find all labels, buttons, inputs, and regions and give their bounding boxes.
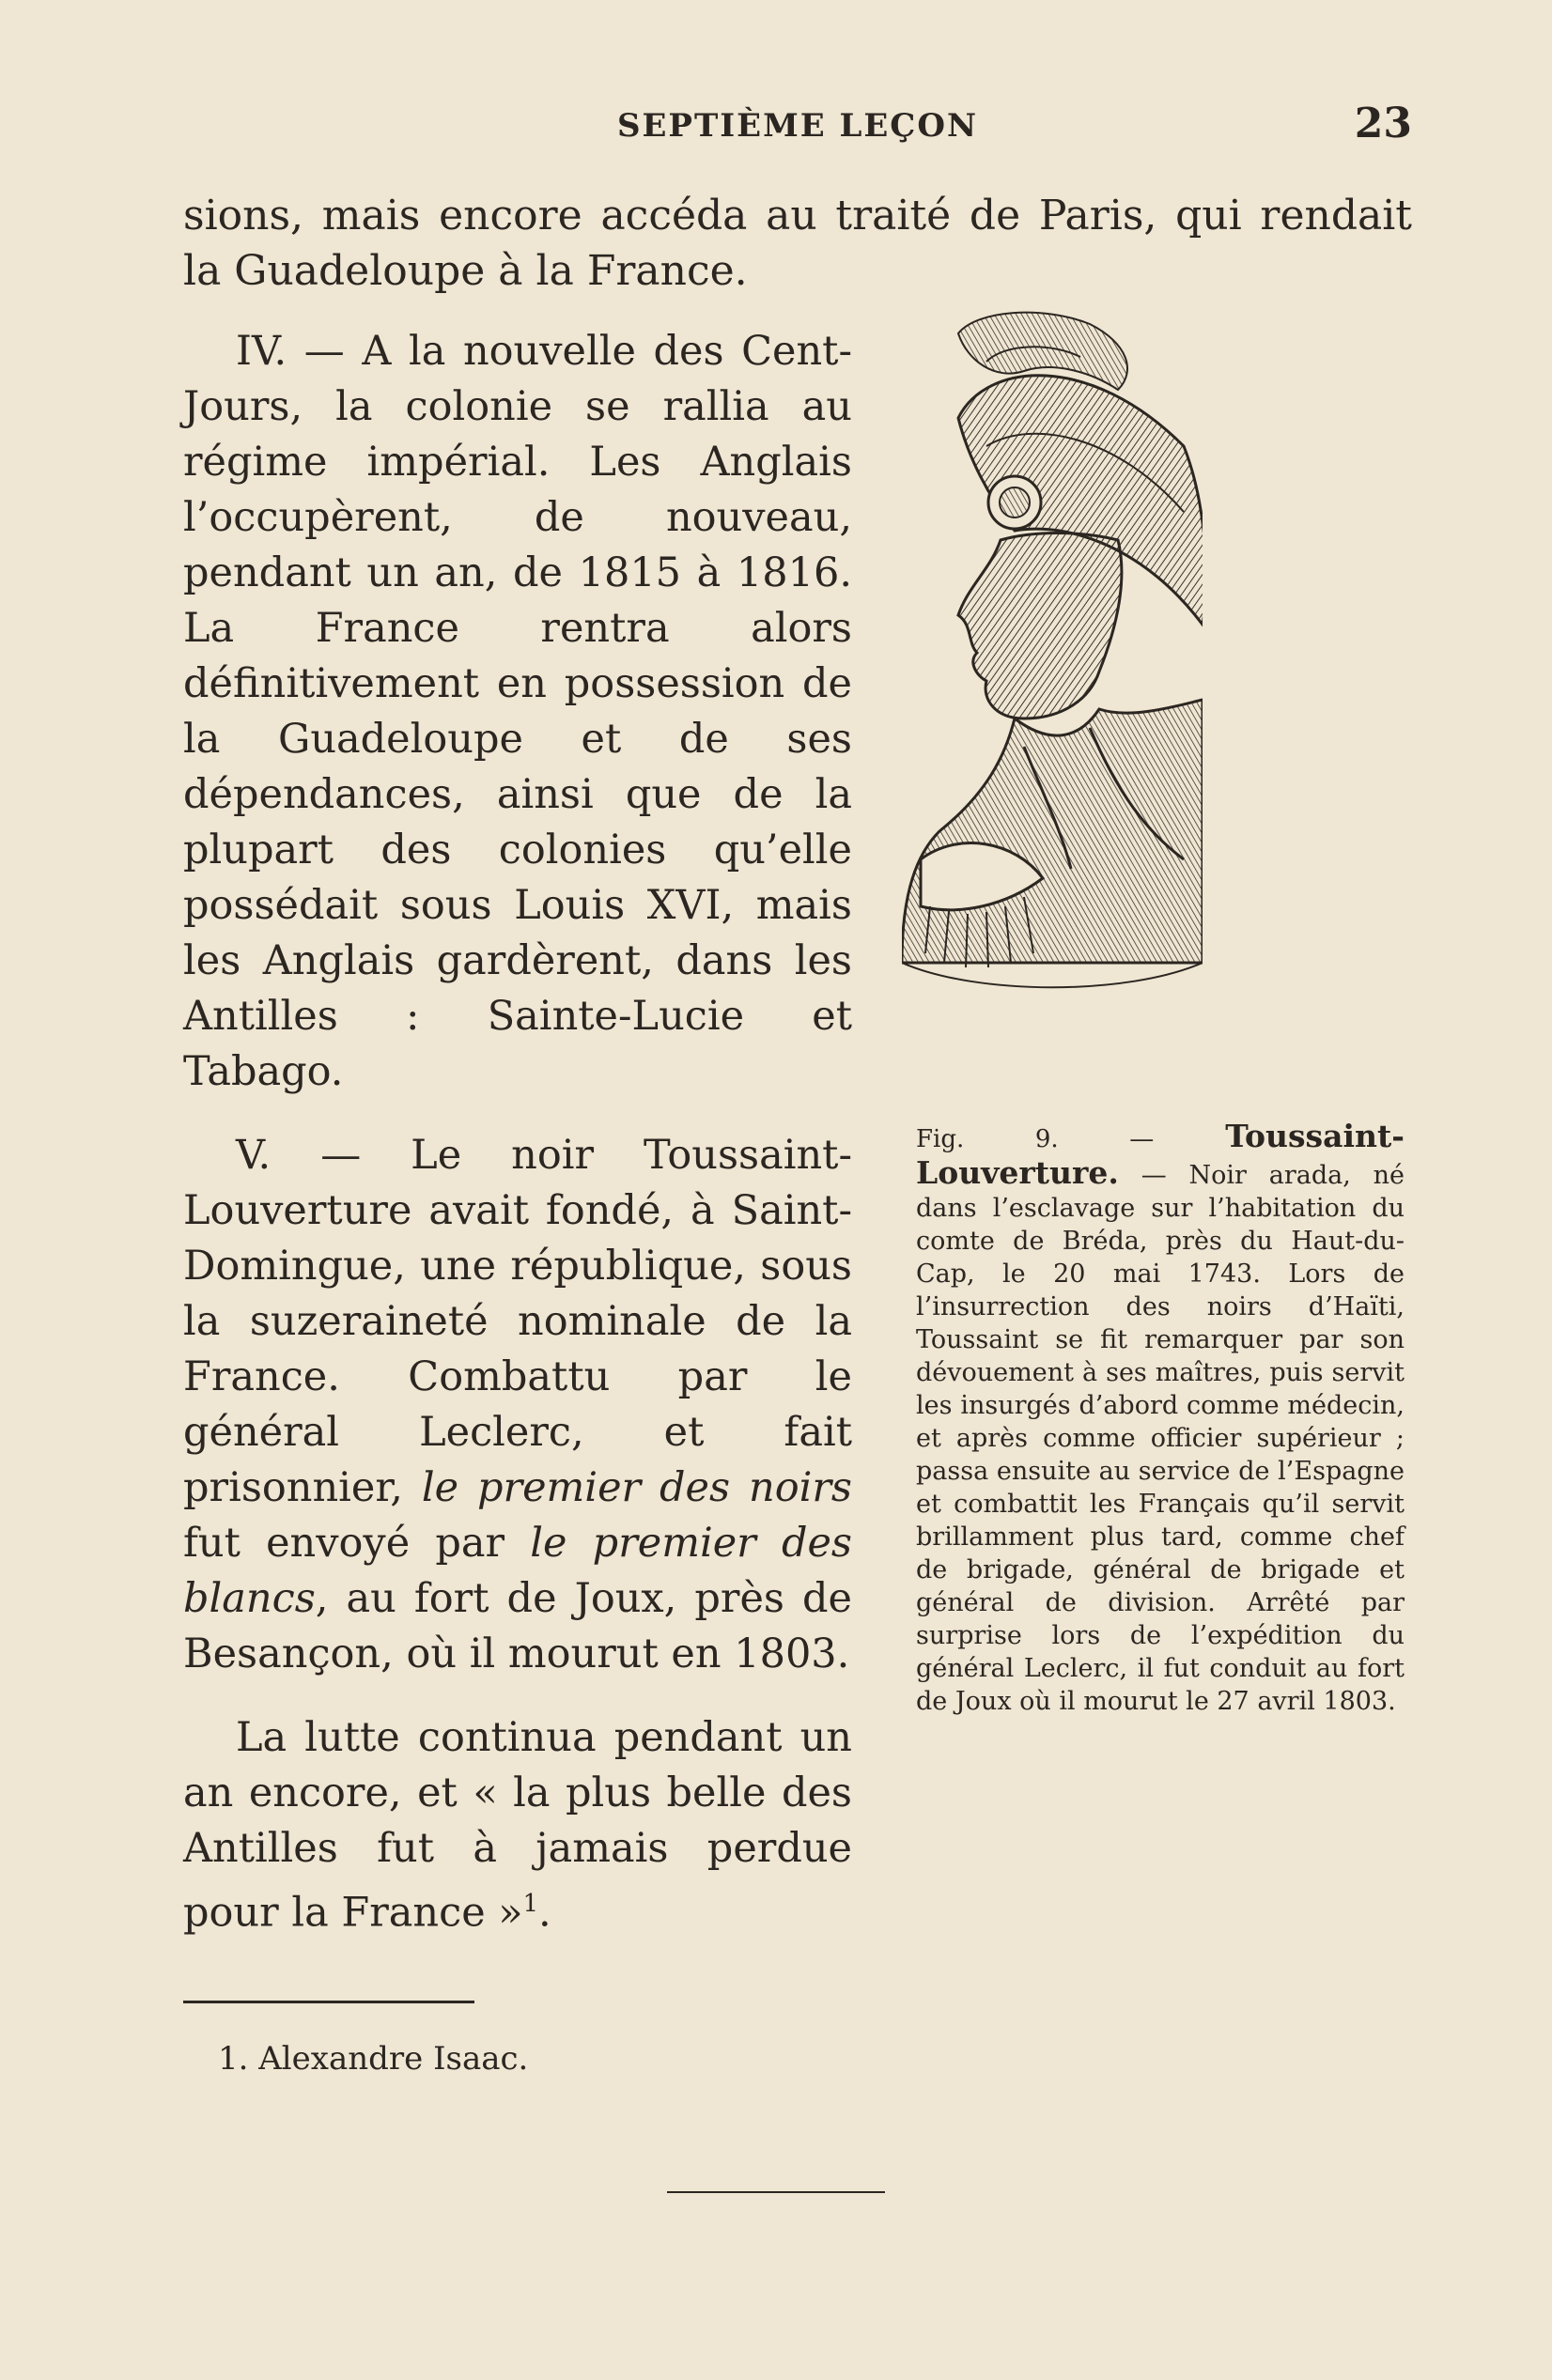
portrait-engraving xyxy=(902,305,1203,1104)
section-iv-paragraph: IV. — A la nouvelle des Cent-Jours, la colonie se rallia au régime impérial. Les Anglais l’occupèrent, de nouveau, pendant un an, de 1815 à 1816. La France rentra alors définitivement en possession de la Guadeloupe et de ses dépendances, ainsi que de la plupart des colonies qu’elle possédait sous Louis XVI, mais les Anglais gardèrent, dans les Antilles : Sainte-Lucie et Tabago. xyxy=(183,328,852,1095)
italic-phrase-blancs: le premier des blancs xyxy=(183,1520,852,1622)
figure-caption xyxy=(916,1120,1405,1718)
closing-paragraph: La lutte continua pendant un an encore, et « la plus belle des Antilles fut à jamais perdue pour la France »$^1$. xyxy=(183,1714,852,1937)
figure-caption-text: — Noir arada, né dans l’esclavage sur l’habitation du comte de Bréda, près du Haut-du-Cap, le 20 mai 1743. Lors de l’insurrection des noirs d’Haïti, Toussaint se fit remarquer par son dévouement à ses maîtres, puis servit les insurgés d’abord comme médecin, et après comme officier supérieur ; passa ensuite au service de l’Espagne et combattit les Français qu’il servit brillamment plus tard, comme chef de brigade, général de brigade et général de division. Arrêté par surprise lors de l’expédition du général Leclerc, il fut conduit au fort de Joux où il mourut le 27 avril 1803. xyxy=(916,1161,1405,1716)
running-head: SEPTIÈME LEÇON xyxy=(616,107,979,145)
italic-phrase-noirs: le premier des noirs xyxy=(421,1464,852,1511)
footnote: 1. Alexandre Isaac. xyxy=(218,2040,529,2078)
footnote-reference: 1 xyxy=(522,1890,539,1918)
figure-title: Toussaint-Louverture. xyxy=(916,1118,1405,1191)
portrait-engraving-image xyxy=(902,305,1203,1104)
footnote-divider xyxy=(183,2001,474,2003)
main-text-column xyxy=(183,324,852,1969)
page-header xyxy=(183,94,1412,160)
page-end-rule xyxy=(667,2191,885,2193)
section-v-paragraph: V. — Le noir Toussaint-Louverture avait fondé, à Saint-Domingue, une république, sous la suzeraineté nominale de la France. Combattu par le général Leclerc, et fait prisonnier, le premier des noirs fut envoyé par le premier des blancs, au fort de Joux, près de Besançon, où il mourut en 1803. xyxy=(183,1132,852,1677)
page-number: 23 xyxy=(1354,100,1412,147)
figure-label: Fig. 9. — xyxy=(916,1125,1155,1153)
intro-paragraph: sions, mais encore accéda au traité de Paris, qui rendait la Guadeloupe à la France. xyxy=(183,192,1412,295)
